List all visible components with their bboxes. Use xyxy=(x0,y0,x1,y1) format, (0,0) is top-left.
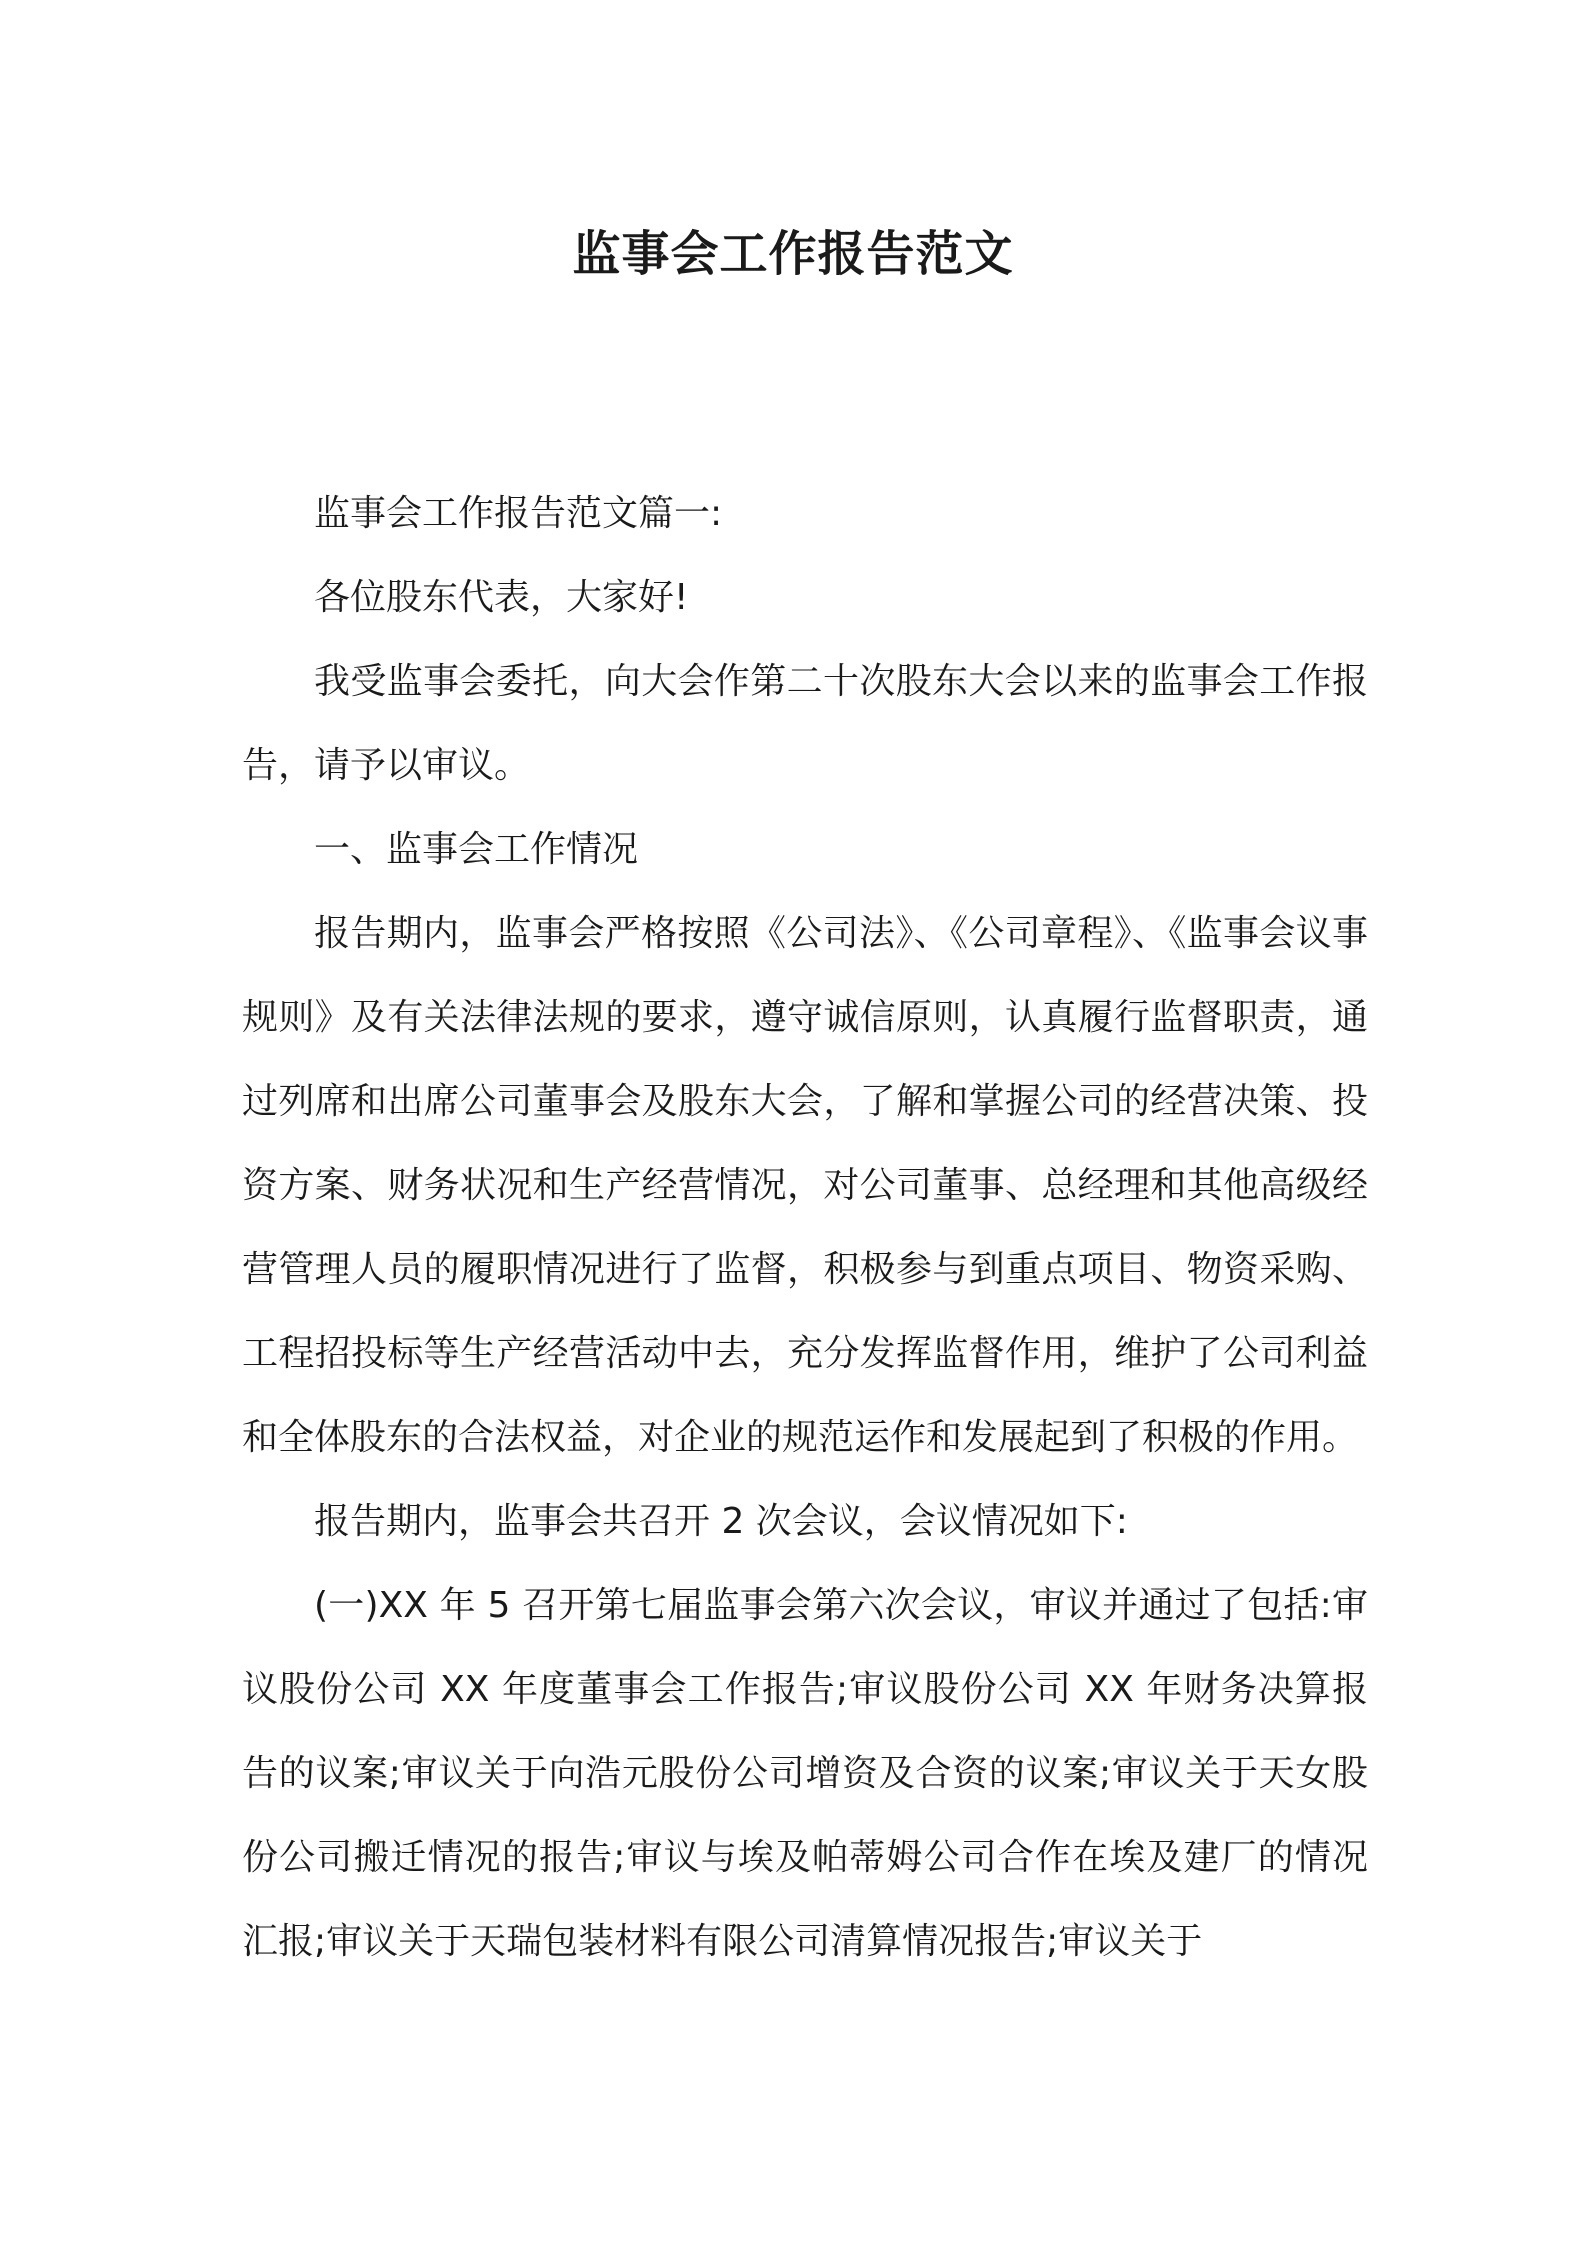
document-title: 监事会工作报告范文 xyxy=(572,226,1014,282)
section-heading-part-one: 监事会工作报告范文篇一: xyxy=(314,493,723,534)
section-heading-work-status: 一、监事会工作情况 xyxy=(314,829,639,870)
salutation-paragraph: 各位股东代表，大家好! xyxy=(314,577,689,618)
document-body xyxy=(242,472,1368,1984)
intro-paragraph: 我受监事会委托，向大会作第二十次股东大会以来的监事会工作报告，请予以审议。 xyxy=(242,661,1368,786)
supervision-paragraph: 报告期内，监事会严格按照《公司法》、《公司章程》、《监事会议事规则》及有关法律法规的要求，遵守诚信原则，认真履行监督职责，通过列席和出席公司董事会及股东大会，了解和掌握公司的经营决策、投资方案、财务状况和生产经营情况，对公司董事、总经理和其他高级经营管理人员的履职情况进行了监督，积极参与到重点项目、物资采购、工程招投标等生产经营活动中去，充分发挥监督作用，维护了公司利益和全体股东的合法权益，对企业的规范运作和发展起到了积极的作用。 xyxy=(242,913,1368,1458)
meetings-summary-paragraph: 报告期内，监事会共召开 2 次会议，会议情况如下: xyxy=(314,1501,1128,1542)
first-meeting-paragraph: (一)XX 年 5 召开第七届监事会第六次会议，审议并通过了包括:审议股份公司 XX 年度董事会工作报告;审议股份公司 XX 年财务决算报告的议案;审议关于向浩元股份公司增资及合资的议案;审议关于天女股份公司搬迁情况的报告;审议与埃及帕蒂姆公司合作在埃及建厂的情况汇报;审议关于天瑞包装材料有限公司清算情况报告;审议关于 xyxy=(242,1585,1368,1962)
